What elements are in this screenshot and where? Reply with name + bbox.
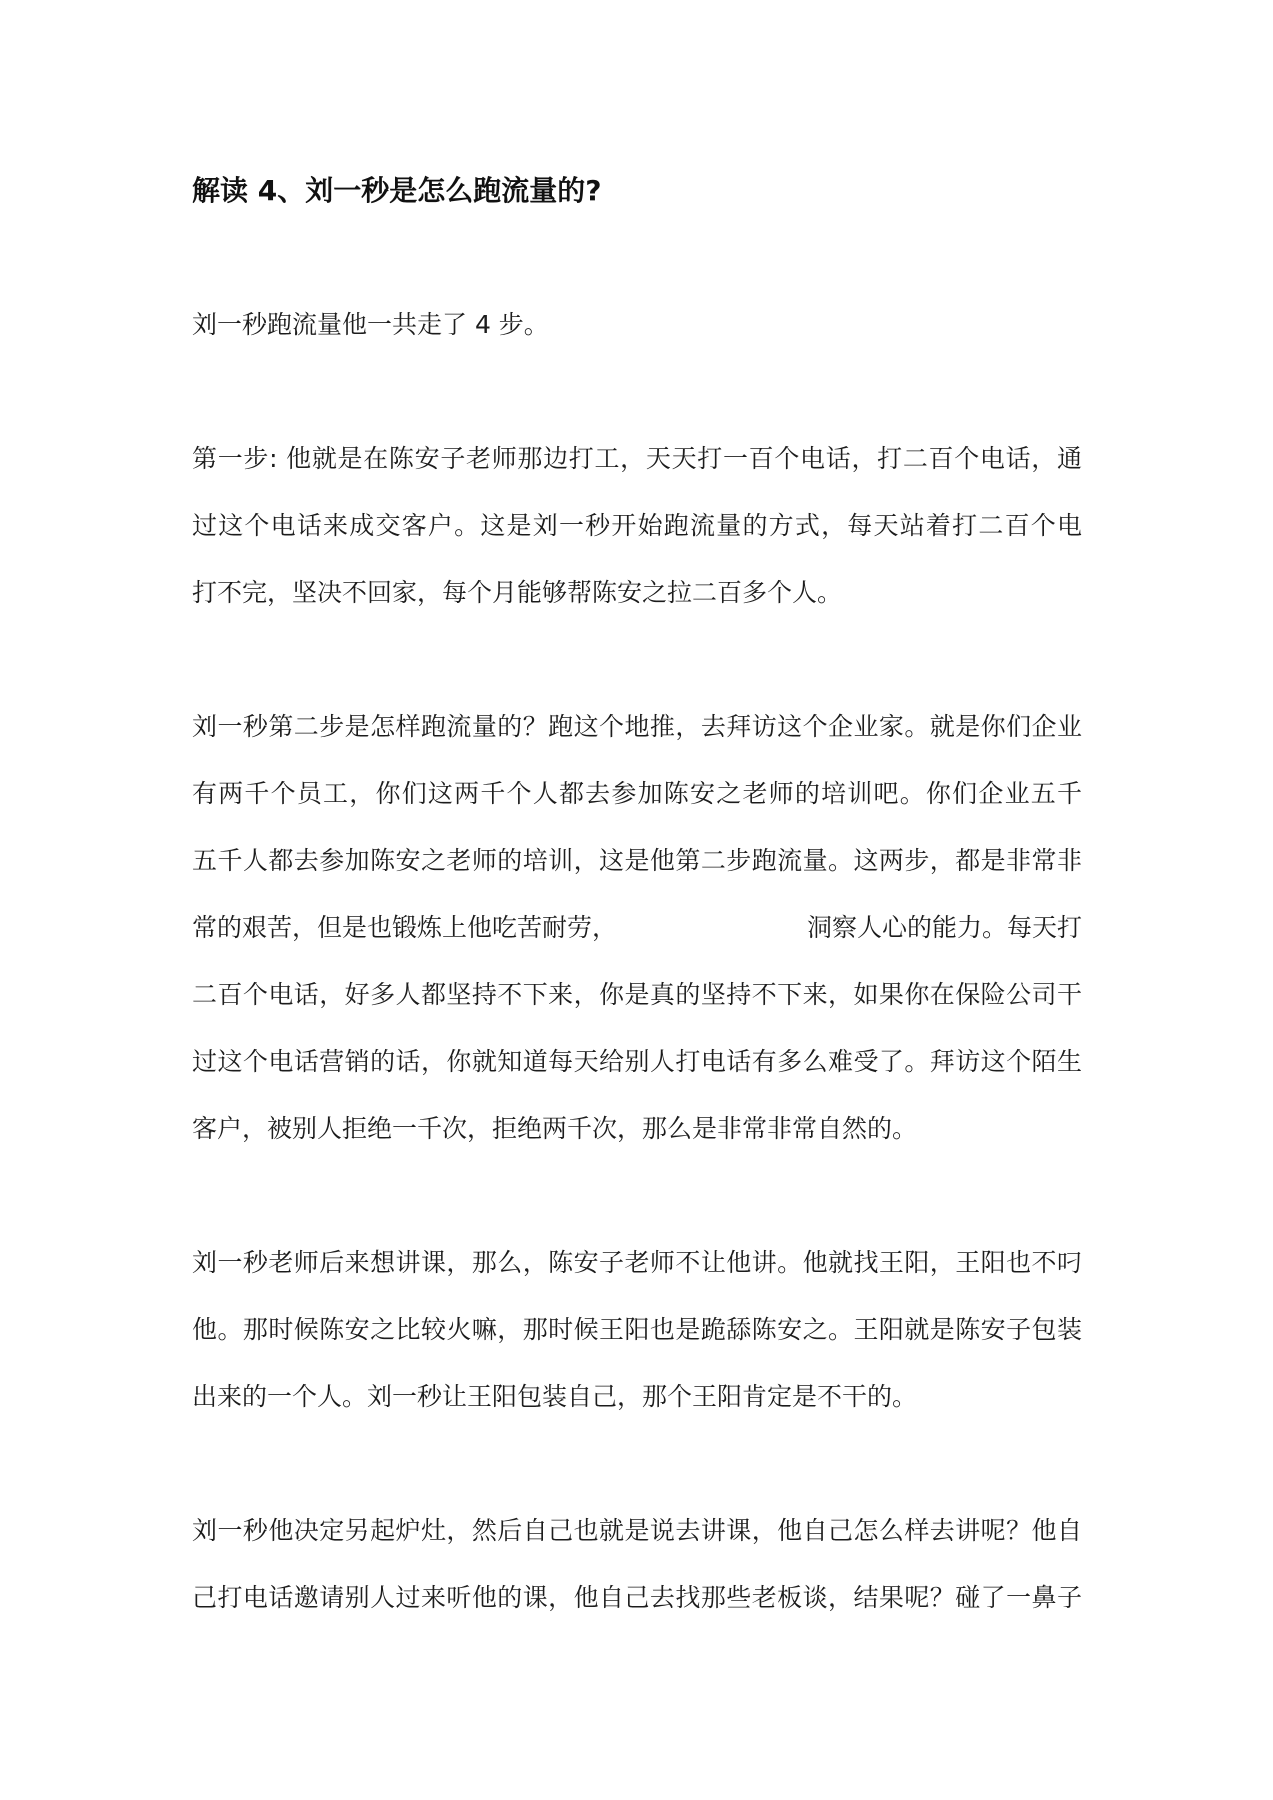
paragraph-5 <box>192 1497 1082 1631</box>
paragraph-line: 五千人都去参加陈安之老师的培训，这是他第二步跑流量。这两步，都是非常非 <box>192 846 1082 875</box>
paragraph-1 <box>192 291 1082 358</box>
paragraph-line-with-gap <box>192 894 1082 961</box>
page-title: 解读 4、刘一秒是怎么跑流量的? <box>192 174 602 207</box>
paragraph-line: 刘一秒跑流量他一共走了 4 步。 <box>192 310 549 339</box>
paragraph-line: 第一步: 他就是在陈安子老师那边打工，天天打一百个电话，打二百个电话，通 <box>192 444 1082 473</box>
paragraph-3 <box>192 693 1082 1162</box>
paragraph-line: 二百个电话，好多人都坚持不下来，你是真的坚持不下来，如果你在保险公司干 <box>192 980 1082 1009</box>
paragraph-line: 打不完，坚决不回家，每个月能够帮陈安之拉二百多个人。 <box>192 578 843 607</box>
line-segment-before-gap: 常的艰苦，但是也锻炼上他吃苦耐劳， <box>192 913 618 942</box>
paragraph-line: 过这个电话来成交客户。这是刘一秒开始跑流量的方式，每天站着打二百个电 <box>192 511 1082 540</box>
paragraph-line: 有两千个员工，你们这两千个人都去参加陈安之老师的培训吧。你们企业五千 <box>192 779 1082 808</box>
paragraph-2 <box>192 425 1082 626</box>
paragraph-line: 刘一秒第二步是怎样跑流量的？跑这个地推，去拜访这个企业家。就是你们企业 <box>192 712 1082 741</box>
paragraph-line: 客户，被别人拒绝一千次，拒绝两千次，那么是非常非常自然的。 <box>192 1114 918 1143</box>
document-body <box>192 157 1082 1631</box>
paragraph-line: 过这个电话营销的话，你就知道每天给别人打电话有多么难受了。拜访这个陌生 <box>192 1047 1082 1076</box>
paragraph-line: 刘一秒老师后来想讲课，那么，陈安子老师不让他讲。他就找王阳，王阳也不叼 <box>192 1248 1082 1277</box>
line-segment-after-gap: 洞察人心的能力。每天打 <box>806 913 1082 942</box>
paragraph-line: 己打电话邀请别人过来听他的课，他自己去找那些老板谈，结果呢？碰了一鼻子 <box>192 1583 1082 1612</box>
paragraph-4 <box>192 1229 1082 1430</box>
paragraph-line: 刘一秒他决定另起炉灶，然后自己也就是说去讲课，他自己怎么样去讲呢？他自 <box>192 1516 1082 1545</box>
paragraph-line: 他。那时候陈安之比较火嘛，那时候王阳也是跪舔陈安之。王阳就是陈安子包装 <box>192 1315 1082 1344</box>
paragraph-line: 出来的一个人。刘一秒让王阳包装自己，那个王阳肯定是不干的。 <box>192 1382 918 1411</box>
